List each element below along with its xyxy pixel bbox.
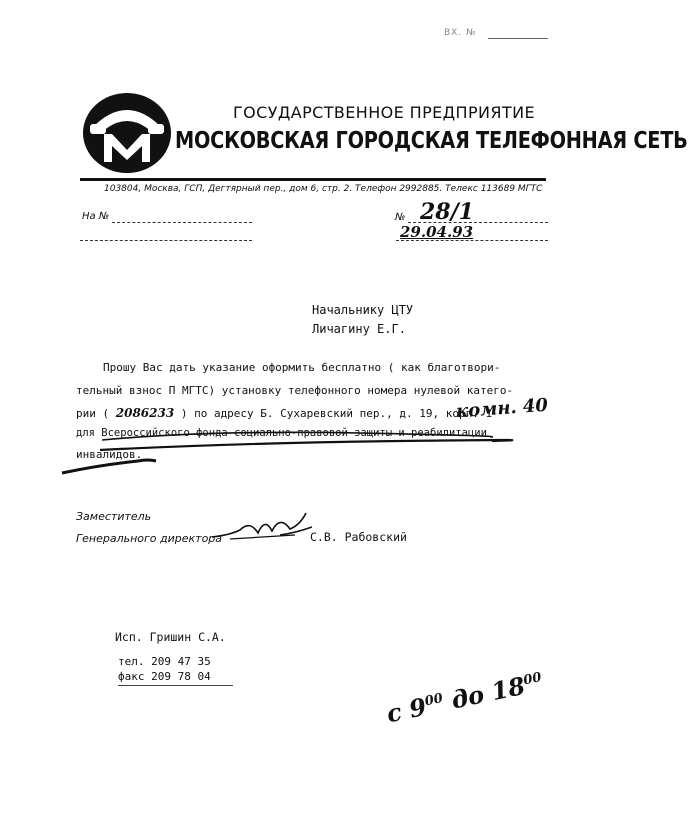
header-rule	[80, 178, 546, 181]
handwritten-time-note	[384, 667, 545, 728]
reference-na-label: На №	[82, 211, 110, 222]
body-line-1: Прошу Вас дать указание оформить бесплатно ( как благотвори-	[103, 361, 501, 374]
body-line-2: тельный взнос П МГТС) установку телефонного номера нулевой катего-	[76, 384, 514, 397]
body-line-4: для Всероссийского фонда социально-правовой защиты и реабилитации	[76, 427, 487, 439]
executor-phone: тел. 209 47 35	[118, 655, 211, 668]
signatory-title-2: Генерального директора	[76, 532, 223, 545]
handwritten-room-note: комн. 40	[455, 394, 549, 423]
organization-type: ГОСУДАРСТВЕННОЕ ПРЕДПРИЯТИЕ	[233, 103, 535, 122]
signatory-name: С.В. Рабовский	[310, 530, 407, 544]
reference-na-line	[112, 222, 252, 223]
organization-address: 103804, Москва, ГСП, Дегтярный пер., дом 6, стр. 2. Телефон 2992885. Телекс 113689 МГТС	[104, 184, 543, 194]
handwritten-signature	[210, 505, 315, 550]
time-to: до 18	[448, 670, 528, 715]
body-line-5: инвалидов.	[76, 448, 143, 461]
time-from: с 9	[384, 691, 429, 729]
body-line-3-start: рии (	[76, 407, 110, 420]
handwritten-phone-number: 2086233	[115, 406, 175, 420]
handwritten-number: 28/1	[420, 199, 474, 225]
time-from-minutes: 00	[423, 690, 445, 710]
executor-rule	[118, 685, 233, 686]
incoming-mark: ВХ. №	[444, 28, 477, 38]
signatory-title-1: Заместитель	[76, 510, 152, 523]
executor-fax: факс 209 78 04	[118, 670, 211, 683]
recipient-position: Начальнику ЦТУ	[312, 303, 414, 317]
recipient-name: Личагину Е.Г.	[312, 322, 406, 336]
executor-name: Исп. Гришин С.А.	[115, 630, 226, 644]
reference-na-line-2	[80, 240, 252, 241]
time-to-minutes: 00	[522, 669, 543, 689]
body-line-3	[76, 406, 492, 420]
reference-date-line	[396, 240, 548, 241]
reference-no-label: №	[395, 212, 406, 223]
incoming-mark-line	[488, 38, 548, 39]
handwritten-underline	[60, 425, 500, 480]
body-line-3-end: ) по адресу Б. Сухаревский пер., д. 19, корп. 1	[180, 407, 493, 420]
mgts-logo-icon	[82, 92, 172, 174]
organization-name: МОСКОВСКАЯ ГОРОДСКАЯ ТЕЛЕФОННАЯ СЕТЬ	[175, 128, 688, 154]
handwritten-date: 29.04.93	[400, 223, 474, 241]
